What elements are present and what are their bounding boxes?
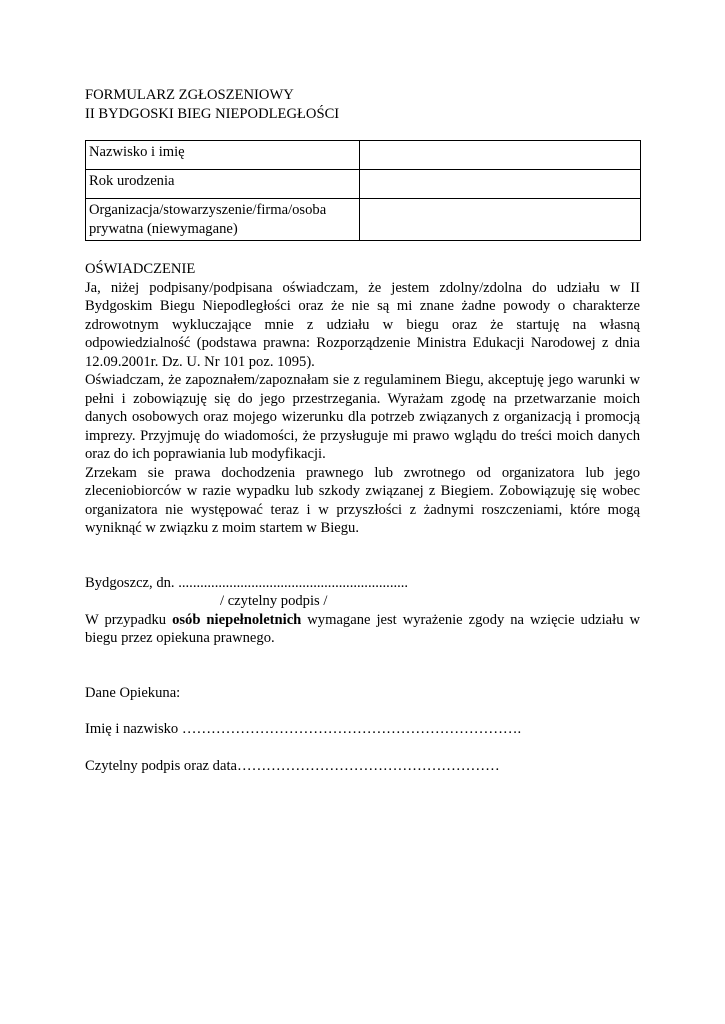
signature-caption: / czytelny podpis /	[220, 593, 328, 609]
minor-notice-bold: osób niepełnoletnich	[172, 611, 302, 628]
statement-paragraph-health: Ja, niżej podpisany/podpisana oświadczam, że jestem zdolny/zdolna do udziału w II Bydgoskim Biegu Niepodległości oraz że nie są mi znane żadne powody o charakterze zdrowotnym wykluczające mnie z udziału w biegu oraz że startuję na własną odpowiedzialność (podstawa prawna: Rozporządzenie Ministra Edukacji Narodowej z dnia 12.09.2001r. Dz. U. Nr 101 poz. 1095).	[85, 279, 640, 370]
title-line-1: FORMULARZ ZGŁOSZENIOWY	[85, 87, 294, 103]
guardian-signature-line: Czytelny podpis oraz data………………………………………………	[85, 757, 500, 774]
title-line-2: II BYDGOSKI BIEG NIEPODLEGŁOŚCI	[85, 105, 340, 122]
row-field-organization[interactable]	[360, 199, 641, 241]
form-content	[85, 86, 640, 775]
table-row	[86, 141, 641, 170]
signature-block	[85, 574, 640, 611]
minor-notice	[85, 611, 640, 648]
table-row	[86, 170, 641, 199]
registration-table	[85, 140, 641, 241]
row-label-birth-year: Rok urodzenia	[86, 170, 360, 199]
guardian-name-line: Imię i nazwisko …………………………………………………………….	[85, 721, 522, 737]
guardian-heading: Dane Opiekuna:	[85, 684, 181, 701]
row-field-birth-year[interactable]	[360, 170, 641, 199]
statement-paragraph-rules: Oświadczam, że zapoznałem/zapoznałam sie z regulaminem Biegu, akceptuję jego warunki w pełni i zobowiązuję się do jego przestrzegania. Wyrażam zgodę na przetwarzanie moich danych osobowych oraz mojego wizerunku dla potrzeb związanych z organizacją i promocją imprezy. Przyjmuję do wiadomości, że przysługuje mi prawo wglądu do treści moich danych oraz do ich poprawiania lub modyfikacji.	[85, 372, 640, 462]
row-label-name: Nazwisko i imię	[86, 141, 360, 170]
table-row	[86, 199, 641, 241]
minor-notice-suffix: wymagane jest wyrażenie zgody na wzięcie udziału w biegu przez opiekuna prawnego.	[85, 611, 641, 646]
row-field-name[interactable]	[360, 141, 641, 170]
statement-heading: OŚWIADCZENIE	[85, 261, 196, 277]
document-title	[85, 86, 640, 123]
minor-notice-prefix: W przypadku	[85, 611, 173, 628]
row-label-organization: Organizacja/stowarzyszenie/firma/osoba prywatna (niewymagane)	[86, 199, 360, 241]
statement-paragraph-waiver: Zrzekam sie prawa dochodzenia prawnego lub zwrotnego od organizatora lub jego zleceniobiorców w razie wypadku lub szkody związanej z Biegiem. Zobowiązuję się wobec organizatora nie występować teraz i w przyszłości z żadnymi roszczeniami, które mogą wyniknąć w związku z moim startem w Biegu.	[85, 464, 640, 536]
place-date-line: Bydgoszcz, dn. ...............................................................	[85, 574, 409, 591]
